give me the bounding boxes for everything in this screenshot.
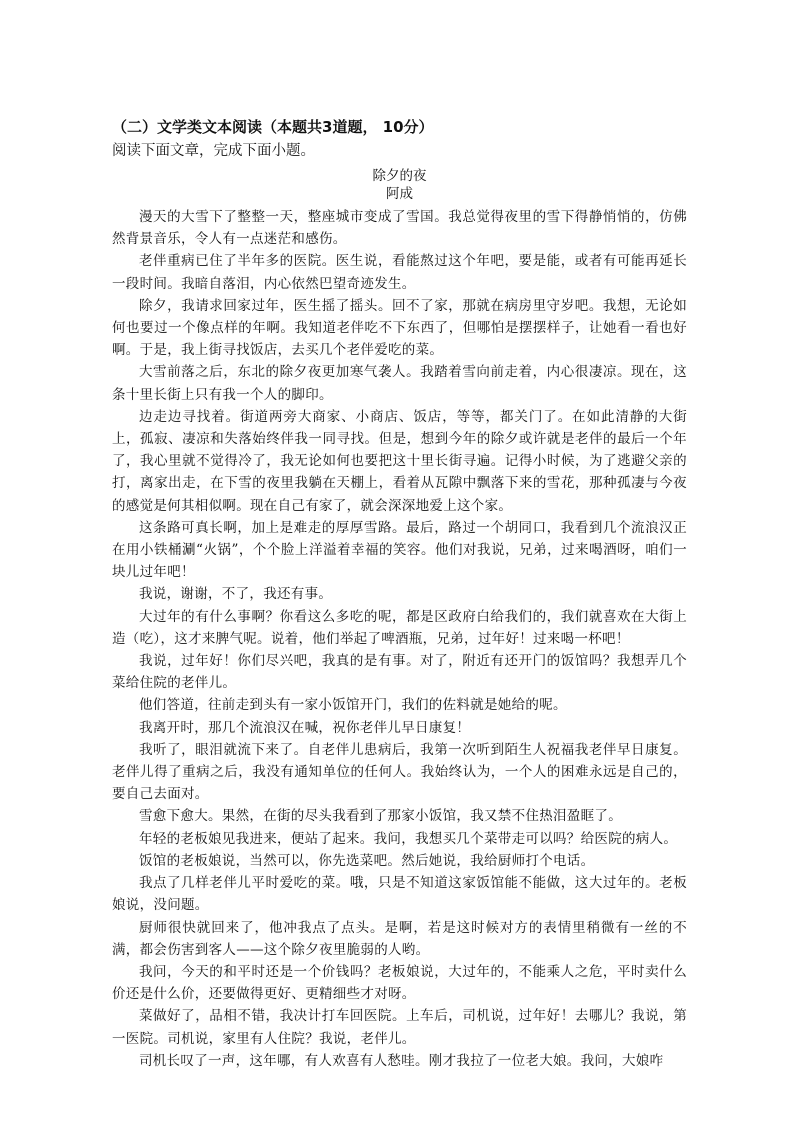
- paragraph: 雪愈下愈大。果然，在街的尽头我看到了那家小饭馆，我又禁不住热泪盈眶了。: [139, 808, 622, 825]
- instruction-text: 阅读下面文章，完成下面小题。: [112, 143, 315, 159]
- paragraph: 年轻的老板娘见我进来，便站了起来。我问，我想买几个菜带走可以吗？给医院的病人。: [139, 830, 678, 847]
- paragraph: 老伴重病已住了半年多的医院。医生说，看能熬过这个年吧，要是能，或者有可能再延长一段时间。我暗自落泪，内心依然巴望奇迹发生。: [112, 253, 687, 292]
- paragraph: 大过年的有什么事啊？你看这么多吃的呢，都是区政府白给我们的，我们就喜欢在大街上造（吃），这才来脾气呢。说着，他们举起了啤酒瓶，兄弟，过年好！过来喝一杯吧！: [112, 608, 687, 647]
- paragraph: 大雪前落之后，东北的除夕夜更加寒气袭人。我踏着雪向前走着，内心很凄凉。现在，这条十里长街上只有我一个人的脚印。: [112, 364, 687, 403]
- section-title: （二）文学类文本阅读（本题共3道题， 10分）: [112, 118, 434, 136]
- paragraph: 边走边寻找着。街道两旁大商家、小商店、饭店，等等，都关门了。在如此清静的大街上，孤寂、凄凉和失落始终伴我一同寻找。但是，想到今年的除夕或许就是老伴的最后一个年了，我心里就不觉得冷了，我无论如何也要把这十里长街寻遍。记得小时候，为了逃避父亲的打，离家出走，在下雪的夜里我躺在天棚上，看着从瓦隙中飘落下来的雪花，那种孤凄与今夜的感觉是何其相似啊。现在自己有家了，就会深深地爱上这个家。: [112, 408, 687, 514]
- paragraph: 他们答道，往前走到头有一家小饭馆开门，我们的佐料就是她给的呢。: [139, 697, 567, 714]
- article-author: 阿成: [386, 186, 413, 202]
- paragraph: 我说，过年好！你们尽兴吧，我真的是有事。对了，附近有还开门的饭馆吗？我想弄几个菜给住院的老伴儿。: [112, 653, 687, 692]
- article-title: 除夕的夜: [372, 168, 427, 184]
- paragraph: 司机长叹了一声，这年哪，有人欢喜有人愁哇。刚才我拉了一位老大娘。我问，大娘咋: [139, 1052, 664, 1069]
- article-body: [112, 206, 687, 1072]
- paragraph: 这条路可真长啊，加上是难走的厚厚雪路。最后，路过一个胡同口，我看到几个流浪汉正在用小铁桶涮“火锅”，个个脸上洋溢着幸福的笑容。他们对我说，兄弟，过来喝酒呀，咱们一块儿过年吧！: [112, 519, 687, 581]
- paragraph: 我问，今天的和平时还是一个价钱吗？老板娘说，大过年的，不能乘人之危，平时卖什么价还是什么价，还要做得更好、更精细些才对呀。: [112, 963, 687, 1003]
- paragraph: 除夕，我请求回家过年，医生摇了摇头。回不了家，那就在病房里守岁吧。我想，无论如何也要过一个像点样的年啊。我知道老伴吃不下东西了，但哪怕是摆摆样子，让她看一看也好啊。于是，我上街寻找饭店，去买几个老伴爱吃的菜。: [112, 297, 687, 359]
- paragraph: 厨师很快就回来了，他冲我点了点头。是啊，若是这时候对方的表情里稍微有一丝的不满，都会伤害到客人——这个除夕夜里脆弱的人哟。: [112, 919, 687, 958]
- paragraph: 饭馆的老板娘说，当然可以，你先选菜吧。然后她说，我给厨师打个电话。: [139, 852, 595, 869]
- paragraph: 菜做好了，品相不错，我决计打车回医院。上车后，司机说，过年好！去哪儿？我说，第一医院。司机说，家里有人住院？我说，老伴儿。: [112, 1008, 687, 1047]
- document-content: [112, 117, 687, 1072]
- paragraph: 我离开时，那几个流浪汉在喊，祝你老伴儿早日康复！: [139, 719, 471, 736]
- paragraph: 我听了，眼泪就流下来了。自老伴儿患病后，我第一次听到陌生人祝福我老伴早日康复。老伴儿得了重病之后，我没有通知单位的任何人。我始终认为，一个人的困难永远是自己的，要自己去面对。: [112, 741, 687, 803]
- paragraph: 漫天的大雪下了整整一天，整座城市变成了雪国。我总觉得夜里的雪下得静悄悄的，仿佛然背景音乐，令人有一点迷茫和感伤。: [112, 209, 687, 248]
- paragraph: 我说，谢谢，不了，我还有事。: [139, 586, 333, 603]
- paragraph: 我点了几样老伴儿平时爱吃的菜。哦，只是不知道这家饭馆能不能做，这大过年的。老板娘说，没问题。: [112, 875, 687, 914]
